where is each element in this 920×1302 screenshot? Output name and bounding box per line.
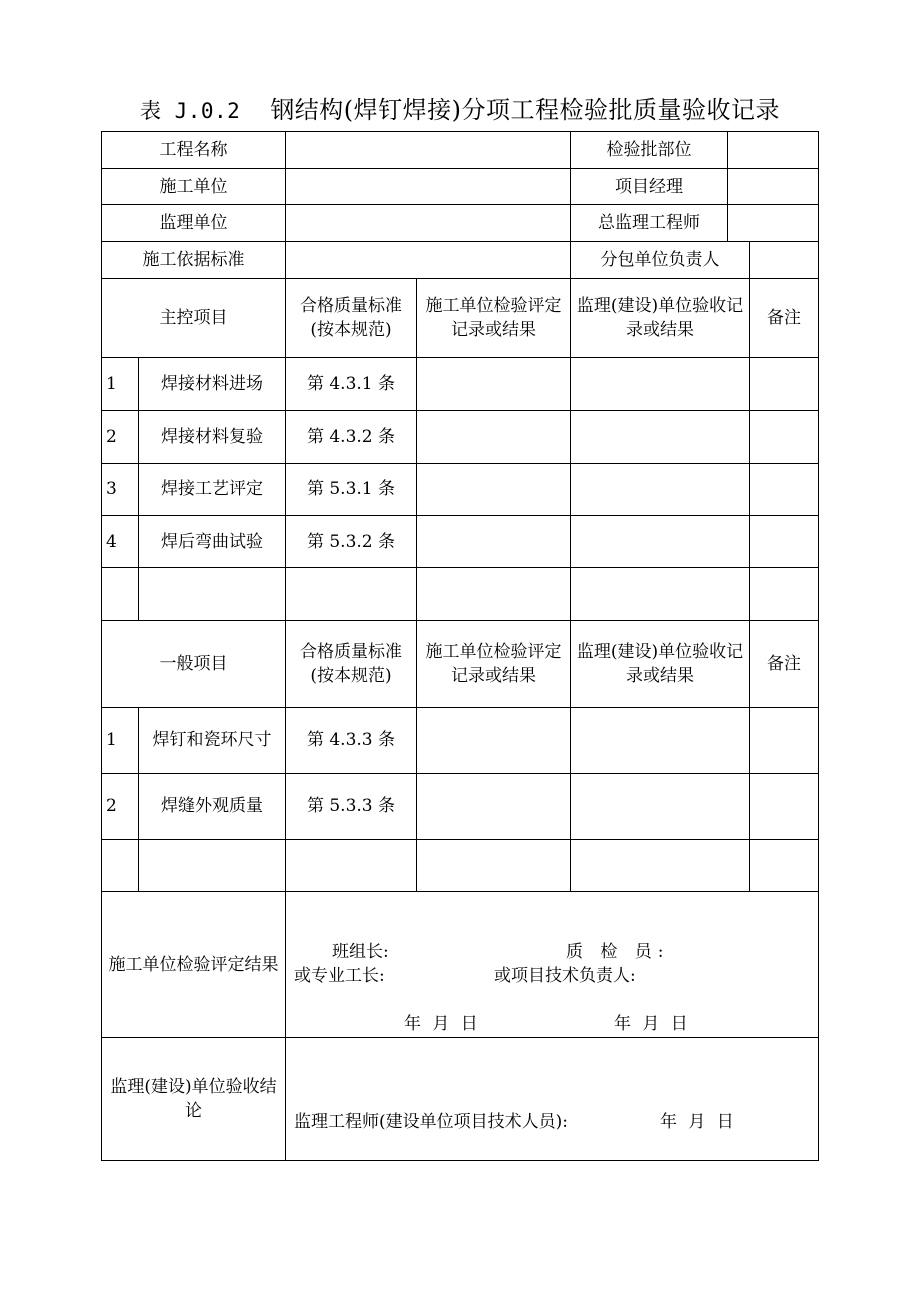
item-clause	[286, 568, 417, 621]
item-no	[102, 568, 139, 621]
col-remarks: 备注	[750, 621, 819, 707]
inspector-label: 质 检 员:	[566, 942, 670, 963]
item-clause: 第 5.3.1 条	[286, 463, 417, 515]
construction-record-cell[interactable]	[417, 839, 571, 891]
remarks-cell[interactable]	[750, 410, 819, 463]
item-name: 焊接材料进场	[139, 357, 286, 410]
construction-result-label: 施工单位检验评定结果	[102, 892, 286, 1038]
item-no: 3	[102, 463, 139, 515]
header-value2[interactable]	[728, 169, 819, 205]
supervision-record-cell[interactable]	[571, 357, 750, 410]
supervision-conclusion-row	[102, 1038, 819, 1161]
supervision-record-cell[interactable]	[571, 839, 750, 891]
col-supervision: 监理(建设)单位验收记录或结果	[571, 621, 750, 707]
header-label: 监理单位	[102, 205, 286, 242]
item-clause: 第 4.3.1 条	[286, 357, 417, 410]
item-name	[139, 839, 286, 891]
supervision-record-cell[interactable]	[571, 463, 750, 515]
col-standard: 合格质量标准(按本规范)	[286, 621, 417, 707]
supervision-record-cell[interactable]	[571, 568, 750, 621]
item-clause: 第 4.3.3 条	[286, 707, 417, 773]
form-code: 表 J.0.2	[139, 99, 241, 123]
table-row	[102, 839, 819, 891]
col-supervision: 监理(建设)单位验收记录或结果	[571, 279, 750, 357]
supervision-conclusion-signature[interactable]	[286, 1038, 819, 1161]
item-clause: 第 5.3.3 条	[286, 773, 417, 839]
foreman-label: 或专业工长:	[294, 966, 385, 987]
supervising-engineer-label: 监理工程师(建设单位项目技术人员):	[294, 1112, 568, 1133]
item-clause: 第 4.3.2 条	[286, 410, 417, 463]
tech-lead-label: 或项目技术负责人:	[494, 966, 636, 987]
item-clause	[286, 839, 417, 891]
item-no	[102, 839, 139, 891]
construction-record-cell[interactable]	[417, 773, 571, 839]
item-no: 1	[102, 707, 139, 773]
item-name: 焊接工艺评定	[139, 463, 286, 515]
col-remarks: 备注	[750, 279, 819, 357]
remarks-cell[interactable]	[750, 463, 819, 515]
inspection-record-table	[101, 131, 819, 1161]
construction-record-cell[interactable]	[417, 410, 571, 463]
item-name: 焊钉和瓷环尺寸	[139, 707, 286, 773]
remarks-cell[interactable]	[750, 839, 819, 891]
main-section-label: 主控项目	[102, 279, 286, 357]
item-no: 1	[102, 357, 139, 410]
header-value2[interactable]	[750, 242, 819, 279]
construction-record-cell[interactable]	[417, 463, 571, 515]
item-no: 2	[102, 773, 139, 839]
table-row	[102, 516, 819, 568]
item-name	[139, 568, 286, 621]
header-value[interactable]	[286, 169, 571, 205]
supervision-record-cell[interactable]	[571, 707, 750, 773]
item-clause: 第 5.3.2 条	[286, 516, 417, 568]
item-name: 焊接材料复验	[139, 410, 286, 463]
table-row	[102, 707, 819, 773]
header-value2[interactable]	[728, 205, 819, 242]
header-value[interactable]	[286, 242, 571, 279]
construction-result-signature[interactable]	[286, 892, 819, 1038]
construction-record-cell[interactable]	[417, 707, 571, 773]
header-row	[102, 132, 819, 169]
remarks-cell[interactable]	[750, 568, 819, 621]
header-label2: 项目经理	[571, 169, 728, 205]
col-standard: 合格质量标准(按本规范)	[286, 279, 417, 357]
header-row	[102, 242, 819, 279]
header-label2: 总监理工程师	[571, 205, 728, 242]
main-section-header	[102, 279, 819, 357]
header-value[interactable]	[286, 205, 571, 242]
date-label: 年 月 日	[614, 1014, 688, 1035]
col-construction: 施工单位检验评定记录或结果	[417, 621, 571, 707]
header-value[interactable]	[286, 132, 571, 169]
general-section-label: 一般项目	[102, 621, 286, 707]
construction-record-cell[interactable]	[417, 568, 571, 621]
remarks-cell[interactable]	[750, 773, 819, 839]
header-label: 施工依据标准	[102, 242, 286, 279]
date-label: 年 月 日	[660, 1112, 734, 1133]
header-label2: 检验批部位	[571, 132, 728, 169]
item-name: 焊后弯曲试验	[139, 516, 286, 568]
construction-result-row	[102, 892, 819, 1038]
header-label: 施工单位	[102, 169, 286, 205]
construction-record-cell[interactable]	[417, 516, 571, 568]
header-row	[102, 169, 819, 205]
construction-record-cell[interactable]	[417, 357, 571, 410]
remarks-cell[interactable]	[750, 707, 819, 773]
supervision-record-cell[interactable]	[571, 516, 750, 568]
header-value2[interactable]	[728, 132, 819, 169]
team-leader-label: 班组长:	[332, 942, 389, 963]
item-name: 焊缝外观质量	[139, 773, 286, 839]
table-row	[102, 463, 819, 515]
general-section-header	[102, 621, 819, 707]
supervision-record-cell[interactable]	[571, 410, 750, 463]
header-label: 工程名称	[102, 132, 286, 169]
supervision-record-cell[interactable]	[571, 773, 750, 839]
header-row	[102, 205, 819, 242]
col-construction: 施工单位检验评定记录或结果	[417, 279, 571, 357]
table-row	[102, 773, 819, 839]
remarks-cell[interactable]	[750, 357, 819, 410]
header-label2: 分包单位负责人	[571, 242, 750, 279]
remarks-cell[interactable]	[750, 516, 819, 568]
item-no: 4	[102, 516, 139, 568]
form-title-text: 钢结构(焊钉焊接)分项工程检验批质量验收记录	[270, 96, 781, 124]
table-row	[102, 568, 819, 621]
table-row	[102, 357, 819, 410]
date-label: 年 月 日	[404, 1014, 478, 1035]
form-title	[0, 90, 920, 125]
supervision-conclusion-label: 监理(建设)单位验收结论	[102, 1038, 286, 1161]
table-row	[102, 410, 819, 463]
item-no: 2	[102, 410, 139, 463]
